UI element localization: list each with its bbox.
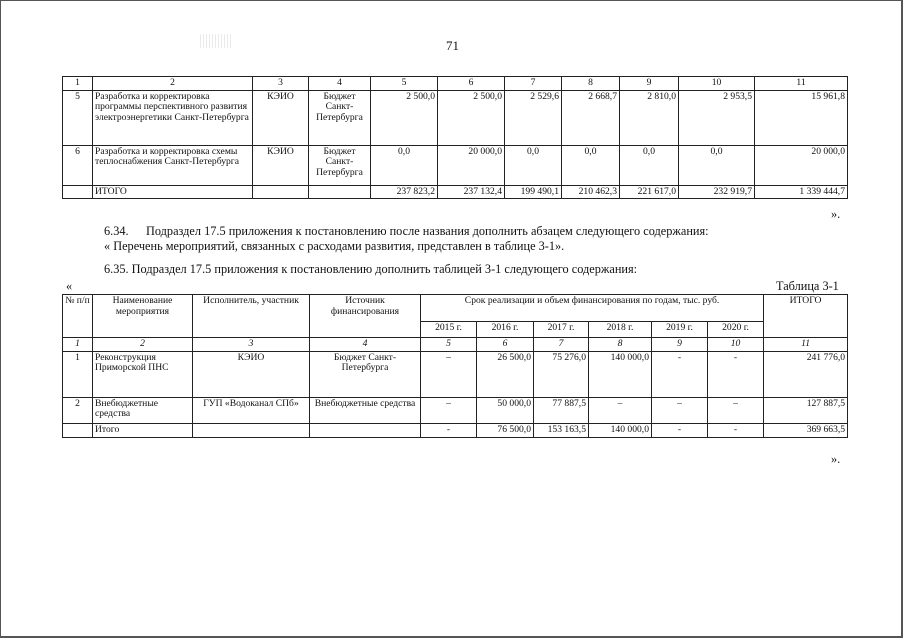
column-index: 5 bbox=[371, 77, 438, 91]
total-cell: 241 776,0 bbox=[764, 351, 848, 397]
executor: КЭИО bbox=[253, 90, 309, 145]
funding-source: Бюджет Санкт-Петербурга bbox=[309, 145, 371, 185]
table-row bbox=[63, 397, 848, 423]
column-header-source: Источник финансирования bbox=[310, 295, 421, 338]
funding-source: Внебюджетные средства bbox=[310, 397, 421, 423]
value-cell: 153 163,5 bbox=[534, 423, 589, 437]
column-index: 4 bbox=[310, 338, 421, 352]
table-continuation bbox=[62, 76, 848, 199]
page-number: 71 bbox=[446, 38, 459, 53]
value-cell: 232 919,7 bbox=[679, 185, 755, 199]
paragraph-6-34-quote: « Перечень мероприятий, связанных с расходами развития, представлен в таблице 3-1». bbox=[104, 239, 565, 253]
value-cell: 2 500,0 bbox=[371, 90, 438, 145]
column-index: 4 bbox=[309, 77, 371, 91]
value-cell: 77 887,5 bbox=[534, 397, 589, 423]
year-header: 2019 г. bbox=[652, 322, 708, 338]
table-row bbox=[63, 90, 848, 145]
column-header-number: № п/п bbox=[63, 295, 93, 338]
value-cell: 237 132,4 bbox=[438, 185, 505, 199]
year-header: 2016 г. bbox=[477, 322, 534, 338]
column-index: 7 bbox=[505, 77, 562, 91]
executor: КЭИО bbox=[193, 351, 310, 397]
column-index: 8 bbox=[562, 77, 620, 91]
column-index: 6 bbox=[477, 338, 534, 352]
value-cell: – bbox=[589, 397, 652, 423]
table-total-row bbox=[63, 423, 848, 437]
empty-cell bbox=[310, 423, 421, 437]
column-index: 6 bbox=[438, 77, 505, 91]
total-cell: 369 663,5 bbox=[764, 423, 848, 437]
value-cell: 0,0 bbox=[620, 145, 679, 185]
value-cell: 50 000,0 bbox=[477, 397, 534, 423]
value-cell: - bbox=[708, 351, 764, 397]
column-header-total: ИТОГО bbox=[764, 295, 848, 338]
value-cell: 199 490,1 bbox=[505, 185, 562, 199]
column-index: 1 bbox=[63, 338, 93, 352]
column-index: 10 bbox=[679, 77, 755, 91]
year-header: 2018 г. bbox=[589, 322, 652, 338]
opening-quote: « bbox=[66, 279, 73, 293]
value-cell: 2 529,6 bbox=[505, 90, 562, 145]
paragraph-number: 6.34. bbox=[104, 224, 129, 238]
value-cell: 20 000,0 bbox=[438, 145, 505, 185]
value-cell: - bbox=[421, 423, 477, 437]
total-label: Итого bbox=[93, 423, 193, 437]
empty-cell bbox=[309, 185, 371, 199]
value-cell: 237 823,2 bbox=[371, 185, 438, 199]
funding-source: Бюджет Санкт-Петербурга bbox=[309, 90, 371, 145]
row-number: 1 bbox=[63, 351, 93, 397]
value-cell: 0,0 bbox=[505, 145, 562, 185]
value-cell: – bbox=[421, 351, 477, 397]
value-cell: 0,0 bbox=[371, 145, 438, 185]
column-index: 3 bbox=[193, 338, 310, 352]
column-index: 10 bbox=[708, 338, 764, 352]
executor: КЭИО bbox=[253, 145, 309, 185]
value-cell: – bbox=[652, 397, 708, 423]
table-row bbox=[63, 145, 848, 185]
column-index: 1 bbox=[63, 77, 93, 91]
column-index: 5 bbox=[421, 338, 477, 352]
column-index: 3 bbox=[253, 77, 309, 91]
value-cell: - bbox=[708, 423, 764, 437]
value-cell: 210 462,3 bbox=[562, 185, 620, 199]
executor: ГУП «Водоканал СПб» bbox=[193, 397, 310, 423]
value-cell: – bbox=[421, 397, 477, 423]
row-number bbox=[63, 185, 93, 199]
paragraph-6-34: Подраздел 17.5 приложения к постановлению после названия дополнить абзацем следующего содержания: bbox=[146, 224, 709, 238]
column-header-executor: Исполнитель, участник bbox=[193, 295, 310, 338]
value-cell: 26 500,0 bbox=[477, 351, 534, 397]
value-cell: 140 000,0 bbox=[589, 423, 652, 437]
total-cell: 20 000,0 bbox=[755, 145, 848, 185]
column-index: 9 bbox=[652, 338, 708, 352]
column-index: 2 bbox=[93, 338, 193, 352]
empty-cell bbox=[193, 423, 310, 437]
row-number: 6 bbox=[63, 145, 93, 185]
table-total-row bbox=[63, 185, 848, 199]
measure-name: Реконструкция Приморской ПНС bbox=[93, 351, 193, 397]
value-cell: 2 668,7 bbox=[562, 90, 620, 145]
table-3-1 bbox=[62, 294, 848, 438]
year-header: 2020 г. bbox=[708, 322, 764, 338]
value-cell: 140 000,0 bbox=[589, 351, 652, 397]
row-number: 2 bbox=[63, 397, 93, 423]
column-index: 2 bbox=[93, 77, 253, 91]
table-row bbox=[63, 351, 848, 397]
value-cell: 75 276,0 bbox=[534, 351, 589, 397]
column-index: 9 bbox=[620, 77, 679, 91]
measure-name: Разработка и корректировка программы перспективного развития электроэнергетики Санкт-Петербурга bbox=[93, 90, 253, 145]
measure-name: Разработка и корректировка схемы теплоснабжения Санкт-Петербурга bbox=[93, 145, 253, 185]
measure-name: Внебюджетные средства bbox=[93, 397, 193, 423]
column-index: 8 bbox=[589, 338, 652, 352]
row-number: 5 bbox=[63, 90, 93, 145]
column-index: 11 bbox=[755, 77, 848, 91]
year-header: 2015 г. bbox=[421, 322, 477, 338]
total-cell: 127 887,5 bbox=[764, 397, 848, 423]
total-label: ИТОГО bbox=[93, 185, 253, 199]
value-cell: 221 617,0 bbox=[620, 185, 679, 199]
value-cell: 0,0 bbox=[562, 145, 620, 185]
paragraph-6-35: 6.35. Подраздел 17.5 приложения к постановлению дополнить таблицей 3-1 следующего содержания: bbox=[104, 262, 638, 276]
value-cell: 2 500,0 bbox=[438, 90, 505, 145]
closing-quote: ». bbox=[831, 452, 841, 466]
funding-source: Бюджет Санкт-Петербурга bbox=[310, 351, 421, 397]
column-index-row bbox=[63, 338, 848, 352]
total-cell: 1 339 444,7 bbox=[755, 185, 848, 199]
column-index: 7 bbox=[534, 338, 589, 352]
column-header-period: Срок реализации и объем финансирования по годам, тыс. руб. bbox=[421, 295, 764, 322]
column-index: 11 bbox=[764, 338, 848, 352]
value-cell: - bbox=[652, 423, 708, 437]
table-header-row bbox=[63, 77, 848, 91]
year-header: 2017 г. bbox=[534, 322, 589, 338]
value-cell: 2 953,5 bbox=[679, 90, 755, 145]
value-cell: 0,0 bbox=[679, 145, 755, 185]
value-cell: - bbox=[652, 351, 708, 397]
empty-cell bbox=[253, 185, 309, 199]
column-header-name: Наименование мероприятия bbox=[93, 295, 193, 338]
total-cell: 15 961,8 bbox=[755, 90, 848, 145]
value-cell: 76 500,0 bbox=[477, 423, 534, 437]
value-cell: – bbox=[708, 397, 764, 423]
table-header-row bbox=[63, 295, 848, 322]
value-cell: 2 810,0 bbox=[620, 90, 679, 145]
table-caption: Таблица 3-1 bbox=[776, 279, 839, 293]
closing-quote: ». bbox=[831, 207, 841, 221]
row-number bbox=[63, 423, 93, 437]
